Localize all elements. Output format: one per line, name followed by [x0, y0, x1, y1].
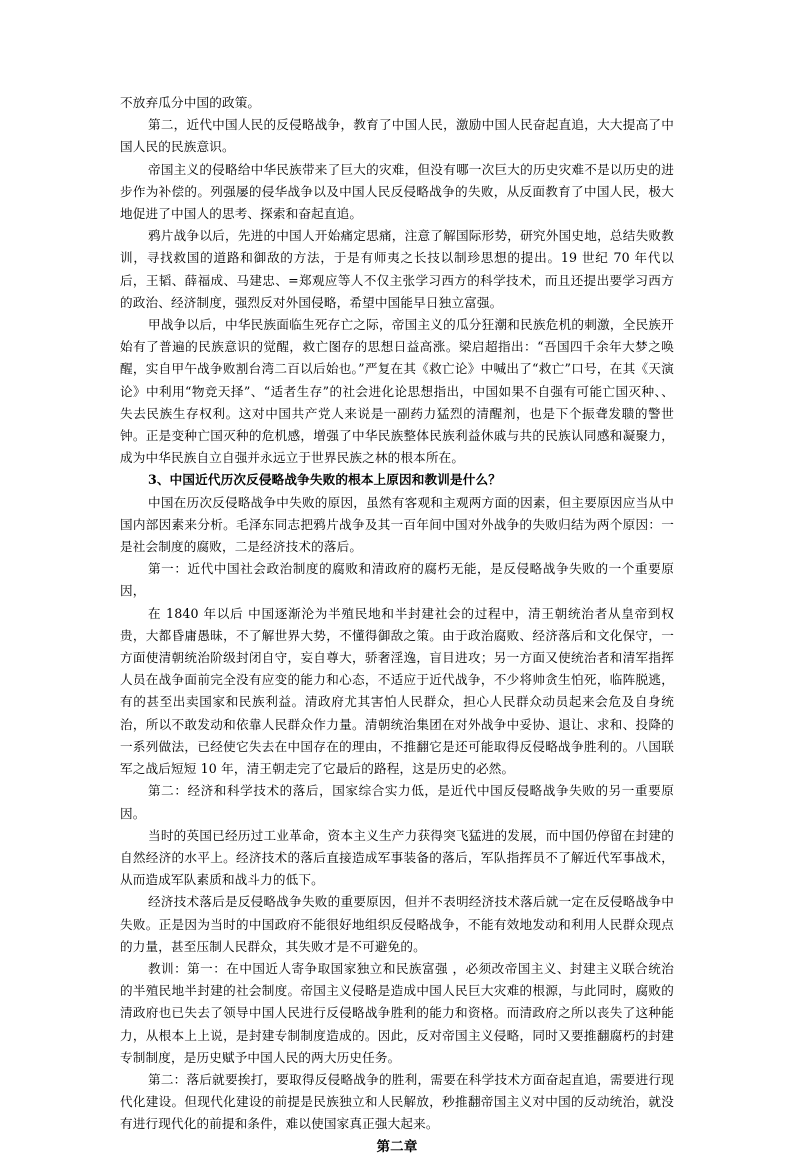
paragraph: 当时的英国已经历过工业革命，资本主义生产力获得突飞猛进的发展，而中国仍停留在封建的自然经济的水平上。经济技术的落后直接造成军事装备的落后，军队指挥员不了解近代军事战术，从而造成军队素质和战斗力的低下。: [120, 827, 674, 888]
chapter-title: 第二章: [376, 1138, 418, 1155]
document-page: [120, 92, 674, 1158]
section-heading: 3、中国近代历次反侵略战争失败的根本上原因和教训是什么？: [148, 472, 501, 488]
paragraph: 中国在历次反侵略战争中失败的原因，虽然有客观和主观两方面的因素，但主要原因应当从中国内部因素来分析。毛泽东同志把鸦片战争及其一百年间中国对外战争的失败归结为两个原因：一是社会制度的腐败，二是经济技术的落后。: [120, 494, 674, 555]
paragraph: 教训：第一：在中国近人寄争取国家独立和民族富强 ，必须改帝国主义、封建主义联合统治的半殖民地半封建的社会制度。帝国主义侵略是造成中国人民巨大灾难的根源，与此同时，腐败的清政府也已失去了领导中国人民进行反侵略战争胜利的能力和资格。而清政府之所以丧失了这种能力，从根本上上说，是封建专制制度造成的。因此，反对帝国主义侵略，同时又要推翻腐朽的封建专制制度，是历史赋予中国人民的两大历史任务。: [120, 960, 674, 1065]
paragraph: 帝国主义的侵略给中华民族带来了巨大的灾难，但没有哪一次巨大的历史灾难不是以历史的进步作为补偿的。列强屡的侵华战争以及中国人民反侵略战争的失败，从反面教育了中国人民，极大地促进了中国人的思考、探索和奋起直追。: [120, 161, 674, 222]
paragraph: 第二：经济和科学技术的落后，国家综合实力低，是近代中国反侵略战争失败的另一重要原因。: [120, 783, 674, 821]
paragraph: 甲战争以后，中华民族面临生死存亡之际，帝国主义的瓜分狂潮和民族危机的刺激，全民族开始有了普遍的民族意识的觉醒，救亡图存的思想日益高涨。梁启超指出：“吾国四千余年大梦之唤醒，实自甲午战争败割台湾二百以后始也。”严复在其《救亡论》中喊出了“救亡”口号，在其《天演论》中利用“物竞天择”、“适者生存”的社会进化论思想指出，中国如果不自强有可能亡国灭种、、失去民族生存权利。这对中国共产党人来说是一副药力猛烈的清醒剂，也是下个振聋发聩的警世钟。正是变种亡国灭种的危机感，增强了中华民族整体民族利益休戚与共的民族认同感和凝聚力，成为中华民族自立自强并永远立于世界民族之林的根本所在。: [120, 317, 674, 466]
paragraph: 第二：落后就要挨打，要取得反侵略战争的胜利，需要在科学技术方面奋起直追，需要进行现代化建设。但现代化建设的前提是民族独立和人民解放，秒推翻帝国主义对中国的反动统治，就没有进行现代化的前提和条件，难以使国家真正强大起来。: [120, 1071, 674, 1132]
paragraph: 第一：近代中国社会政治制度的腐败和清政府的腐朽无能，是反侵略战争失败的一个重要原因，: [120, 561, 674, 599]
paragraph: 在 1840 年以后 中国逐渐沦为半殖民地和半封建社会的过程中，清王朝统治者从皇帝到权贵，大都昏庸愚昧，不了解世界大势，不懂得御敌之策。由于政治腐败、经济落后和文化保守，一方面使清朝统治阶级封闭自守，妄自尊大，骄奢淫逸，盲目进攻；另一方面又使统治者和清军指挥人员在战争面前完全没有应变的能力和心态，不适应于近代战争，不少将帅贪生怕死，临阵脱逃，有的甚至出卖国家和民族利益。清政府尤其害怕人民群众，担心人民群众动员起来会危及自身统治，所以不敢发动和依靠人民群众作力量。清朝统治集团在对外战争中妥协、退让、求和、投降的一系列做法，已经使它失去在中国存在的理由，不推翻它是还可能取得反侵略战争胜利的。八国联军之战后短短 10 年，清王朝走完了它最后的路程，这是历史的必然。: [120, 605, 674, 777]
paragraph: 第二，近代中国人民的反侵略战争，教育了中国人民，激励中国人民奋起直追，大大提高了中国人民的民族意识。: [120, 117, 674, 155]
paragraph: 不放弃瓜分中国的政策。: [120, 95, 261, 110]
paragraph: 经济技术落后是反侵略战争失败的重要原因，但并不表明经济技术落后就一定在反侵略战争中失败。正是因为当时的中国政府不能很好地组织反侵略战争，不能有效地发动和利用人民群众现点的力量，甚至压制人民群众，其失败才是不可避免的。: [120, 894, 674, 954]
paragraph: 鸦片战争以后，先进的中国人开始痛定思痛，注意了解国际形势，研究外国史地，总结失败教训，寻找救国的道路和御敌的方法，于是有师夷之长技以制珍思想的提出。19 世纪 70 年代以后，王韬、薛福成、马建忠、=郑观应等人不仅主张学习西方的科学技术，而且还提出要学习西方的政治、经济制度，强烈反对外国侵略，希望中国能早日独立富强。: [120, 228, 674, 310]
